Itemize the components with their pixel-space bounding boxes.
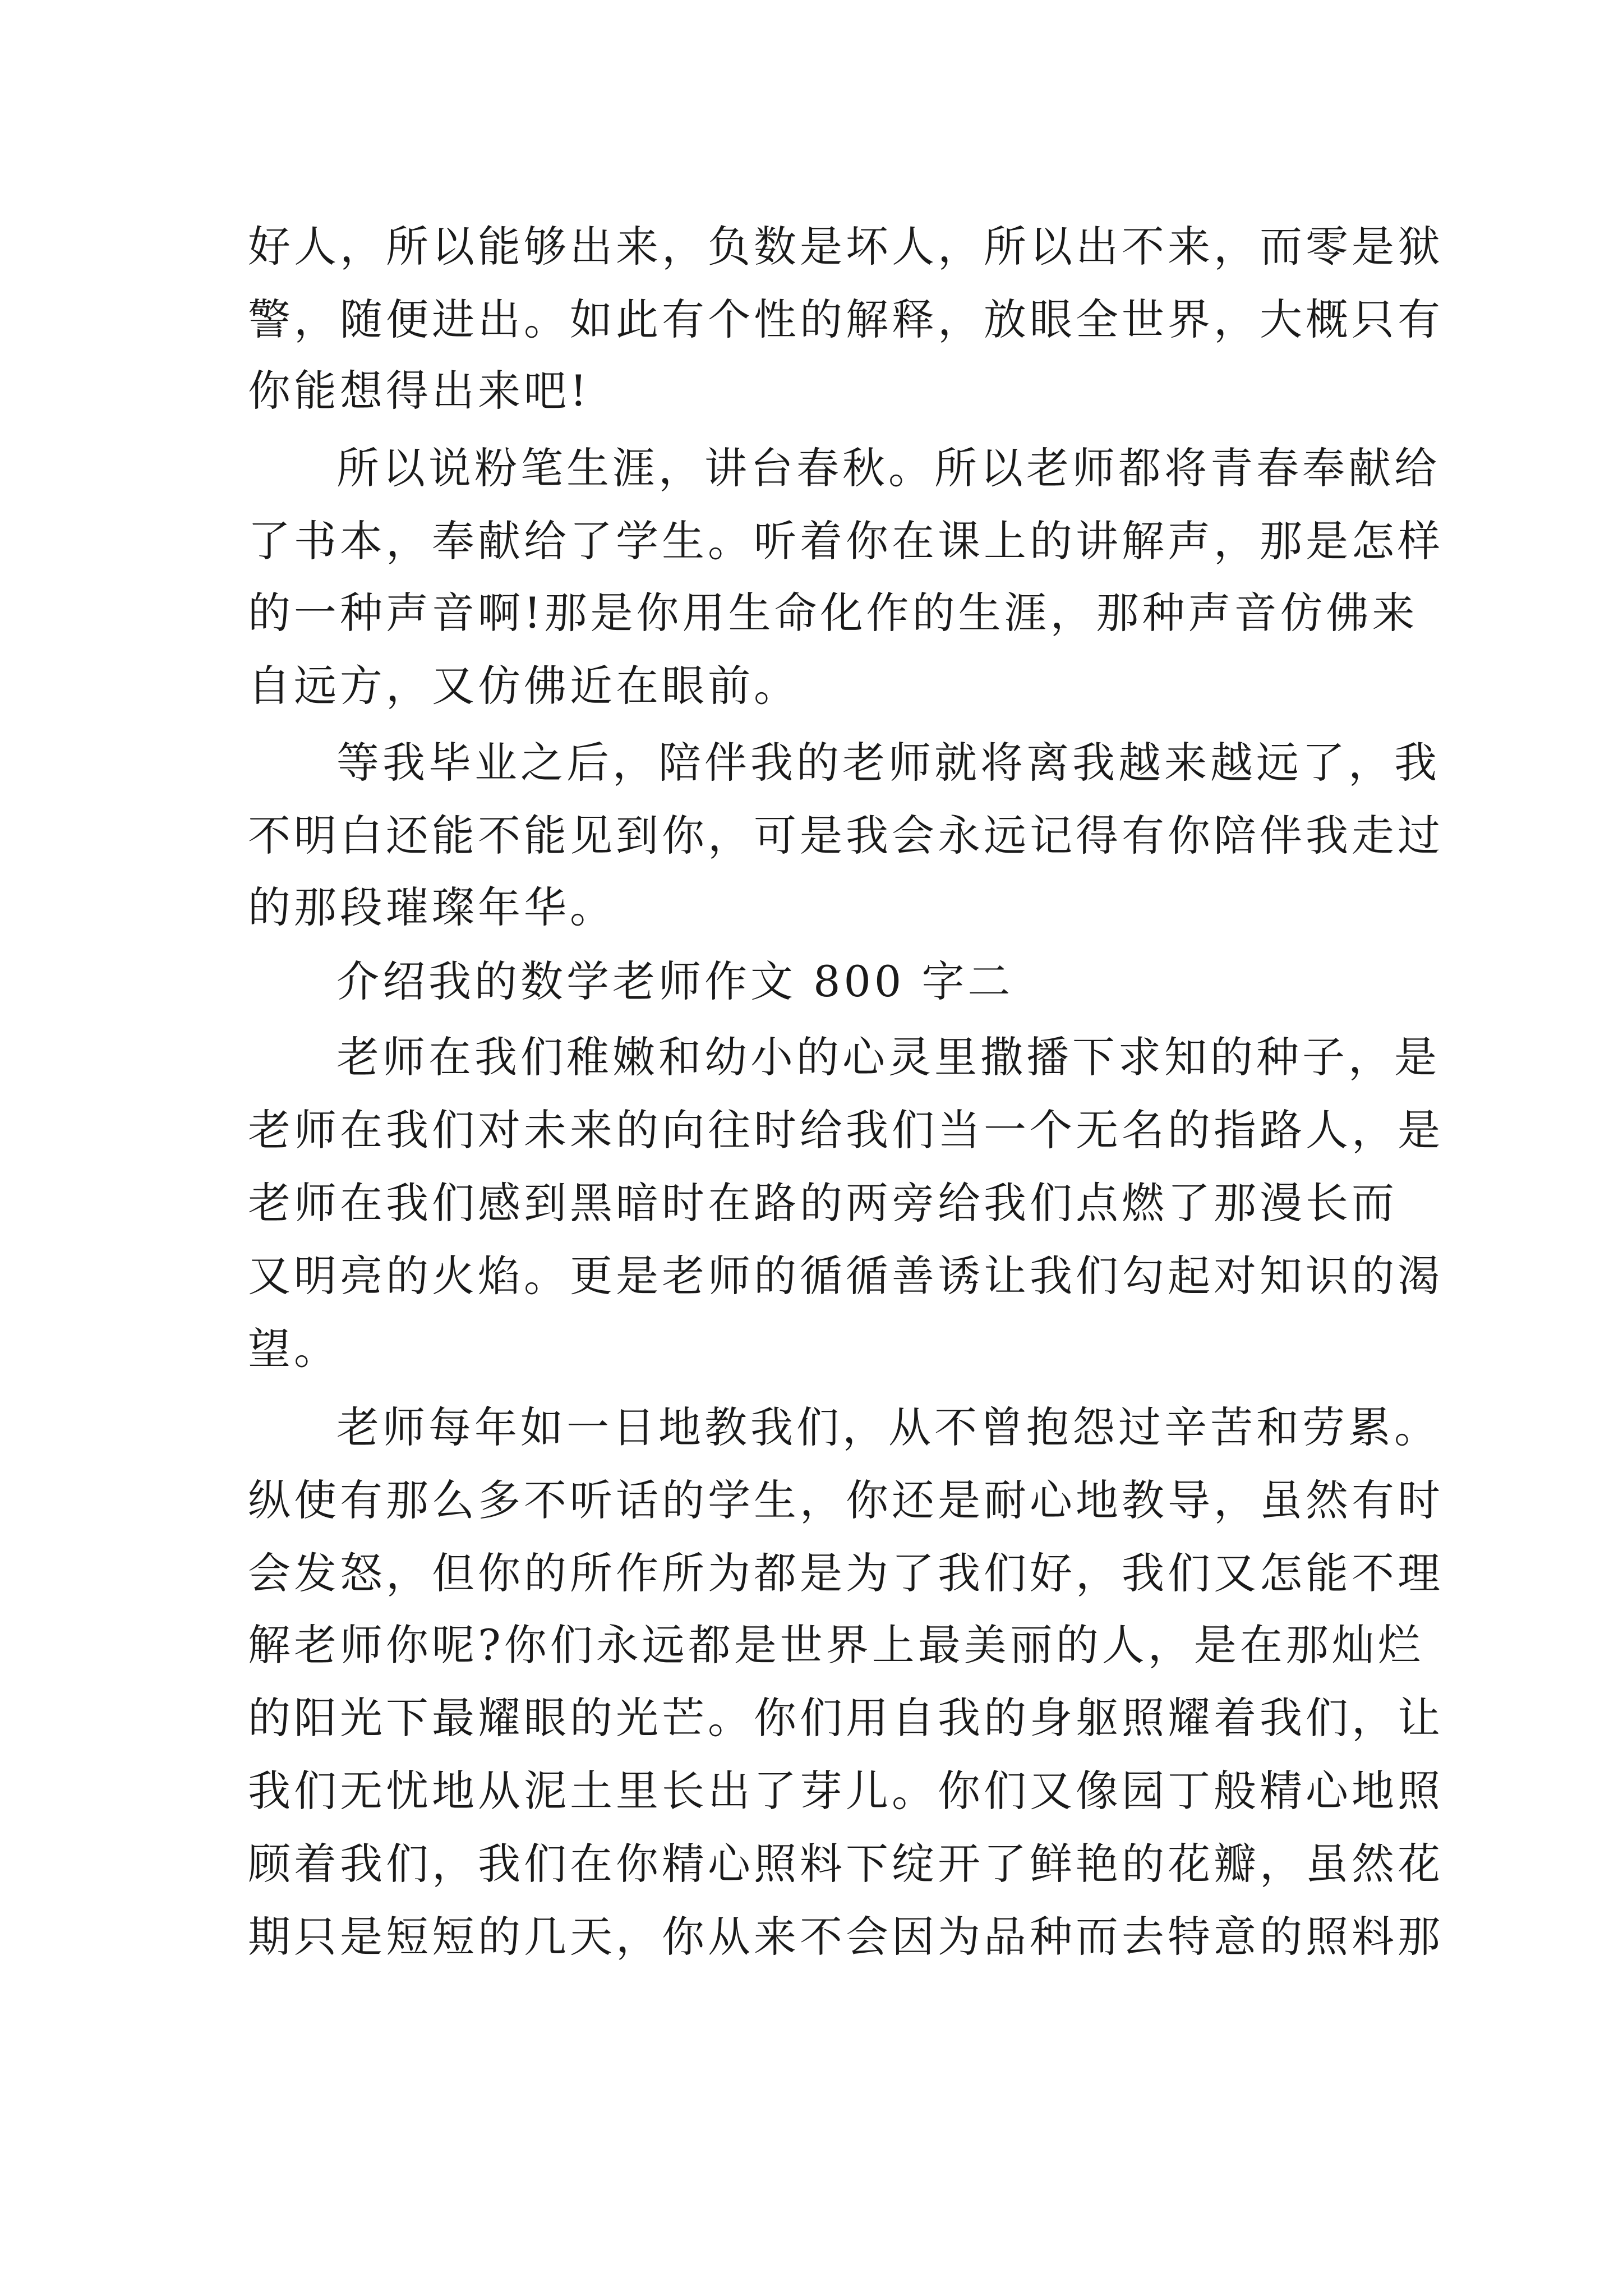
body-text-line: 老师在我们对未来的向往时给我们当一个无名的指路人，是 xyxy=(248,1105,1444,1155)
body-text-line: 的那段璀璨年华。 xyxy=(248,882,616,932)
paragraph-first-line: 老师在我们稚嫩和幼小的心灵里撒播下求知的种子，是 xyxy=(336,1032,1440,1082)
body-text-line: 我们无忧地从泥土里长出了芽儿。你们又像园丁般精心地照 xyxy=(248,1766,1444,1816)
body-text-line: 又明亮的火焰。更是老师的循循善诱让我们勾起对知识的渴 xyxy=(248,1251,1444,1301)
body-text-line: 警，随便进出。如此有个性的解释，放眼全世界，大概只有 xyxy=(248,295,1444,344)
body-text-line: 的阳光下最耀眼的光芒。你们用自我的身躯照耀着我们，让 xyxy=(248,1693,1444,1743)
body-text-line: 解老师你呢?你们永远都是世界上最美丽的人，是在那灿烂 xyxy=(248,1620,1424,1670)
body-text-line: 好人，所以能够出来，负数是坏人，所以出不来，而零是狱 xyxy=(248,222,1444,272)
section-heading: 介绍我的数学老师作文 800 字二 xyxy=(336,956,1014,1006)
body-text-line: 不明白还能不能见到你，可是我会永远记得有你陪伴我走过 xyxy=(248,811,1444,861)
body-text-line: 自远方，又仿佛近在眼前。 xyxy=(248,661,800,711)
body-text-line: 顾着我们，我们在你精心照料下绽开了鲜艳的花瓣，虽然花 xyxy=(248,1839,1444,1889)
body-text-line: 的一种声音啊!那是你用生命化作的生涯，那种声音仿佛来 xyxy=(248,588,1418,638)
body-text-line: 纵使有那么多不听话的学生，你还是耐心地教导，虽然有时 xyxy=(248,1475,1444,1525)
body-text-line: 你能想得出来吧! xyxy=(248,366,591,416)
paragraph-first-line: 所以说粉笔生涯，讲台春秋。所以老师都将青春奉献给 xyxy=(336,443,1440,493)
body-text-line: 会发怒，但你的所作所为都是为了我们好，我们又怎能不理 xyxy=(248,1548,1444,1598)
paragraph-first-line: 老师每年如一日地教我们，从不曾抱怨过辛苦和劳累。 xyxy=(336,1402,1440,1452)
body-text-line: 了书本，奉献给了学生。听着你在课上的讲解声，那是怎样 xyxy=(248,516,1444,566)
body-text-line: 老师在我们感到黑暗时在路的两旁给我们点燃了那漫长而 xyxy=(248,1178,1398,1228)
body-text-line: 期只是短短的几天，你从来不会因为品种而去特意的照料那 xyxy=(248,1912,1444,1962)
paragraph-first-line: 等我毕业之后，陪伴我的老师就将离我越来越远了，我 xyxy=(336,738,1440,788)
body-text-line: 望。 xyxy=(248,1324,340,1374)
